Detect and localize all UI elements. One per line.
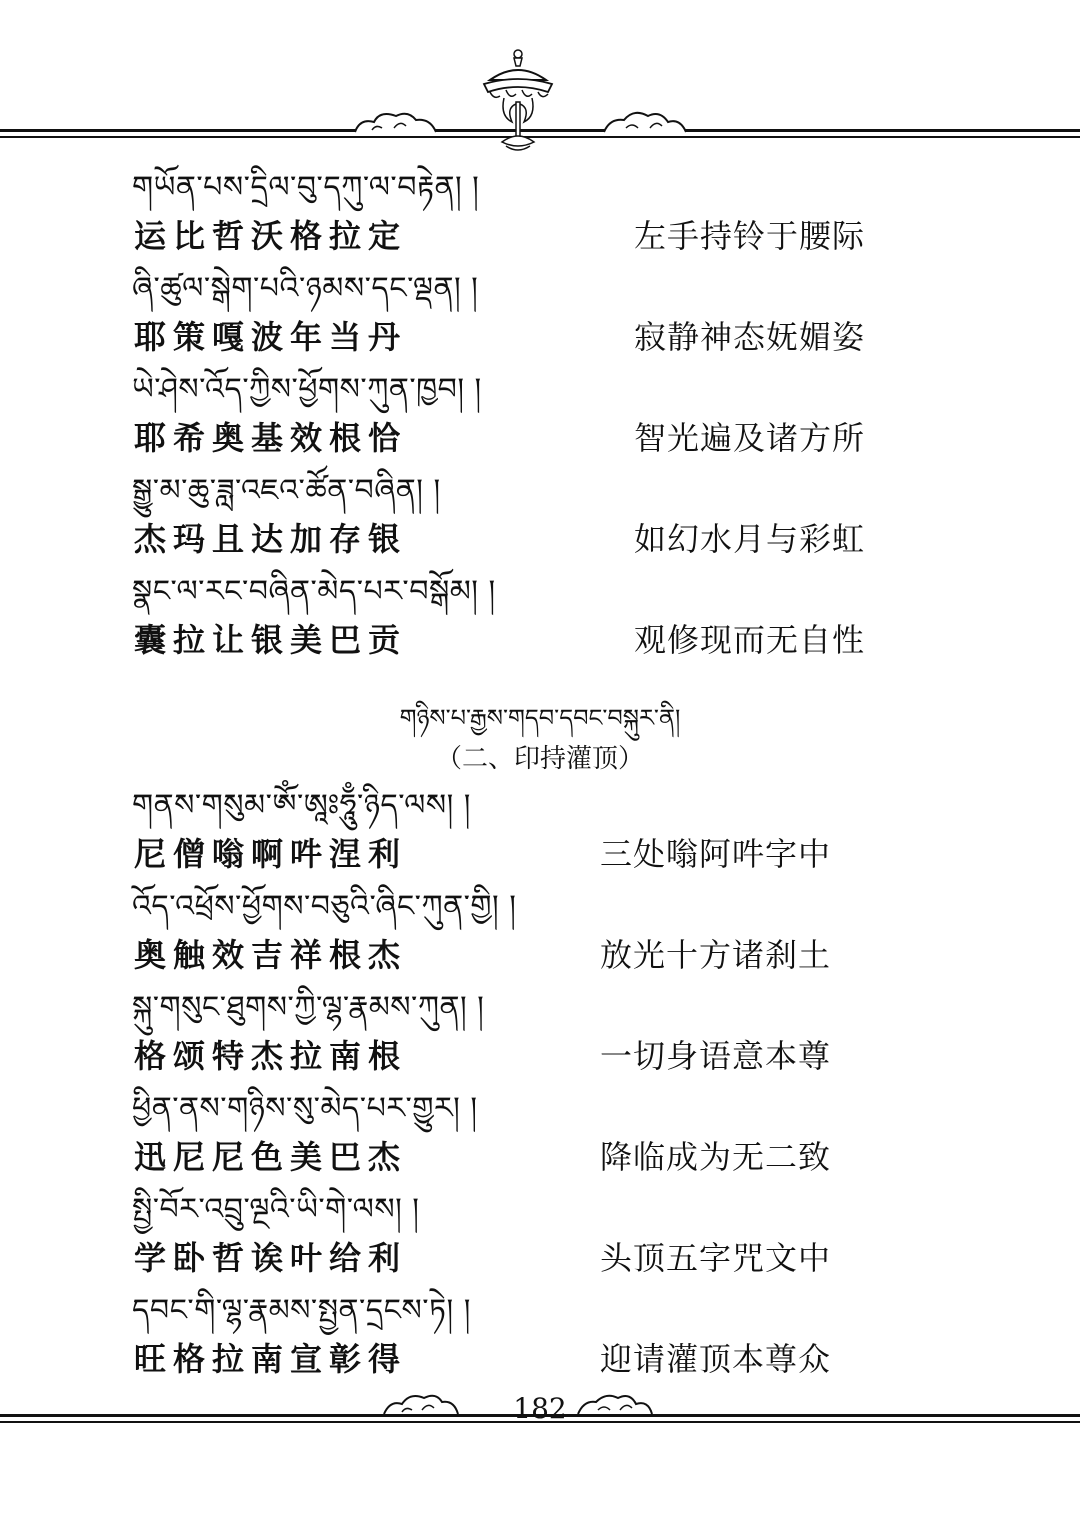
transliteration-line: 杰玛且达加存银 [134, 520, 408, 558]
chinese-translation: 左手持铃于腰际 [634, 217, 866, 255]
chinese-translation: 如幻水月与彩虹 [634, 520, 866, 558]
verse-item [0, 469, 1080, 570]
verse-item [0, 986, 1080, 1087]
tibetan-line: ཡེ་ཤེས་འོད་ཀྱིས་ཕྱོགས་ཀུན་ཁྱབ། ། [132, 372, 482, 407]
transliteration-line: 学卧哲诶叶给利 [134, 1239, 408, 1277]
tibetan-line: སྒྱུ་མ་ཆུ་ཟླ་འཇའ་ཚོན་བཞིན། ། [132, 473, 441, 508]
section-heading-tibetan: གཉིས་པ་རྒྱས་གདབ་དབང་བསྐུར་ནི། [399, 704, 681, 732]
verse-section-1 [0, 166, 1080, 671]
tibetan-line: སྤྱི་བོར་འབྲུ་ལྔའི་ཡི་གེ་ལས། ། [132, 1192, 420, 1227]
cloud-ornament-right-icon [600, 108, 690, 138]
transliteration-line: 运比哲沃格拉定 [134, 217, 408, 255]
verse-item [0, 368, 1080, 469]
verse-item [0, 885, 1080, 986]
verse-item [0, 166, 1080, 267]
cloud-ornament-left-icon [350, 108, 440, 138]
chinese-translation: 观修现而无自性 [634, 621, 866, 659]
parasol-emblem-icon [476, 46, 560, 156]
chinese-translation: 放光十方诸刹土 [600, 936, 832, 974]
tibetan-line: དབང་གི་ལྷ་རྣམས་སྤྱན་དྲངས་ཏེ། ། [132, 1293, 471, 1328]
chinese-translation: 三处嗡阿吽字中 [600, 835, 832, 873]
section-heading-chinese: （二、印持灌顶） [435, 744, 644, 774]
tibetan-line: འོད་འཕྲོས་ཕྱོགས་བཅུའི་ཞིང་ཀུན་གྱི། ། [132, 889, 517, 924]
verse-item [0, 1289, 1080, 1390]
tibetan-line: སྣང་ལ་རང་བཞིན་མེད་པར་བསྒོམ། ། [132, 574, 496, 609]
tibetan-line: ཞི་ཚུལ་སྒེག་པའི་ཉམས་དང་ལྡན། ། [132, 271, 479, 306]
transliteration-line: 格颂特杰拉南根 [134, 1037, 408, 1075]
tibetan-line: གཡོན་པས་དྲིལ་བུ་དཀུ་ལ་བརྟེན། ། [132, 170, 480, 205]
tibetan-line: སྐུ་གསུང་ཐུགས་ཀྱི་ལྷ་རྣམས་ཀུན། ། [132, 990, 485, 1025]
chinese-translation: 智光遍及诸方所 [634, 419, 866, 457]
transliteration-line: 耶策嘎波年当丹 [134, 318, 408, 356]
chinese-translation: 寂静神态妩媚姿 [634, 318, 866, 356]
verse-item [0, 570, 1080, 671]
chinese-translation: 降临成为无二致 [600, 1138, 832, 1176]
transliteration-line: 囊拉让银美巴贡 [134, 621, 408, 659]
verse-item [0, 267, 1080, 368]
tibetan-line: ཕྱིན་ནས་གཉིས་སུ་མེད་པར་གྱུར། ། [132, 1091, 478, 1126]
chinese-translation: 一切身语意本尊 [600, 1037, 832, 1075]
chinese-translation: 头顶五字咒文中 [600, 1239, 832, 1277]
transliteration-line: 奥触效吉祥根杰 [134, 936, 408, 974]
page-number: 182 [513, 1392, 567, 1425]
verse-item [0, 784, 1080, 885]
tibetan-line: གནས་གསུམ་ཨོཾ་ཨཱཿཧཱུྃ་ཉིད་ལས། ། [132, 788, 471, 823]
transliteration-line: 迅尼尼色美巴杰 [134, 1138, 408, 1176]
transliteration-line: 尼僧嗡啊吽涅利 [134, 835, 408, 873]
verse-item [0, 1087, 1080, 1188]
verse-item [0, 1188, 1080, 1289]
transliteration-line: 旺格拉南宣彰得 [134, 1340, 408, 1378]
chinese-translation: 迎请灌顶本尊众 [600, 1340, 832, 1378]
transliteration-line: 耶希奥基效根恰 [134, 419, 408, 457]
verse-section-2 [0, 784, 1080, 1390]
